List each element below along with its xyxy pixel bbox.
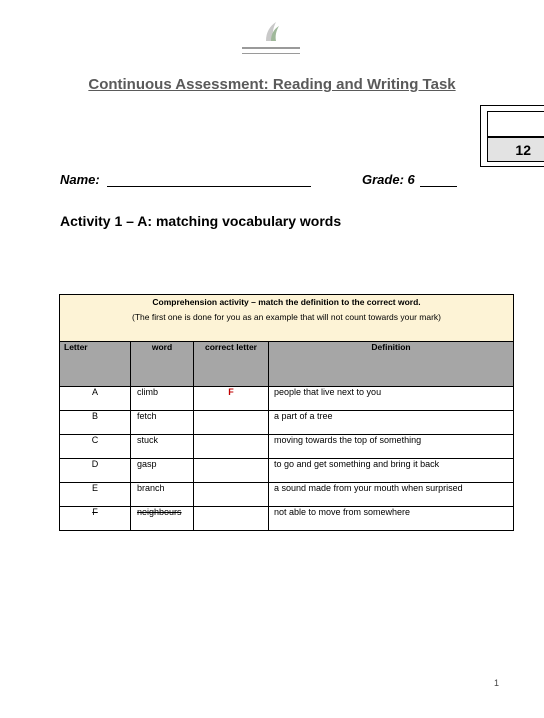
activity-title: Activity 1 – A: matching vocabulary words	[60, 213, 342, 229]
document-title: Continuous Assessment: Reading and Writing Task	[88, 76, 456, 93]
row-word: climb	[131, 387, 194, 411]
emblem-icon	[262, 20, 280, 42]
logo-arabic-text	[242, 47, 300, 49]
row-definition: moving towards the top of something	[269, 435, 514, 459]
row-letter: E	[60, 483, 131, 507]
score-total: 12	[487, 137, 544, 162]
column-header-letter: Letter	[60, 342, 131, 387]
row-letter: C	[60, 435, 131, 459]
row-definition: people that live next to you	[269, 387, 514, 411]
logo-english-text	[242, 53, 300, 54]
grade-label: Grade: 6	[362, 172, 415, 187]
column-header-word: word	[131, 342, 194, 387]
correct-letter-answer-field[interactable]	[194, 435, 269, 459]
row-letter: D	[60, 459, 131, 483]
row-word: gasp	[131, 459, 194, 483]
column-header-definition: Definition	[269, 342, 514, 387]
row-definition: a sound made from your mouth when surprised	[269, 483, 514, 507]
row-definition: a part of a tree	[269, 411, 514, 435]
correct-letter-answer: F	[194, 387, 269, 411]
row-definition: to go and get something and bring it back	[269, 459, 514, 483]
row-letter: A	[60, 387, 131, 411]
name-label: Name:	[60, 172, 100, 187]
correct-letter-answer-field[interactable]	[194, 411, 269, 435]
vocabulary-matching-table	[59, 294, 514, 531]
instruction-note: (The first one is done for you as an example that will not count towards your mark)	[132, 312, 442, 322]
name-field[interactable]	[107, 186, 311, 187]
instructions-cell	[60, 295, 514, 342]
school-logo	[238, 20, 304, 60]
correct-letter-answer-field[interactable]	[194, 507, 269, 531]
row-definition: not able to move from somewhere	[269, 507, 514, 531]
row-word: fetch	[131, 411, 194, 435]
page-number: 1	[494, 678, 500, 688]
score-box	[480, 105, 544, 167]
table-row	[60, 483, 514, 507]
correct-letter-answer-field[interactable]	[194, 483, 269, 507]
score-earned-cell[interactable]	[487, 111, 544, 137]
grade-section-field[interactable]	[420, 186, 457, 187]
table-row	[60, 411, 514, 435]
table-row	[60, 507, 514, 531]
row-word-struck: neighbours	[131, 507, 194, 531]
instruction-title: Comprehension activity – match the definition to the correct word.	[152, 297, 421, 307]
row-letter-struck: F	[60, 507, 131, 531]
correct-letter-answer-field[interactable]	[194, 459, 269, 483]
table-row	[60, 459, 514, 483]
row-word: branch	[131, 483, 194, 507]
column-header-correct-letter: correct letter	[194, 342, 269, 387]
row-letter: B	[60, 411, 131, 435]
table-row	[60, 387, 514, 411]
table-row	[60, 435, 514, 459]
row-word: stuck	[131, 435, 194, 459]
